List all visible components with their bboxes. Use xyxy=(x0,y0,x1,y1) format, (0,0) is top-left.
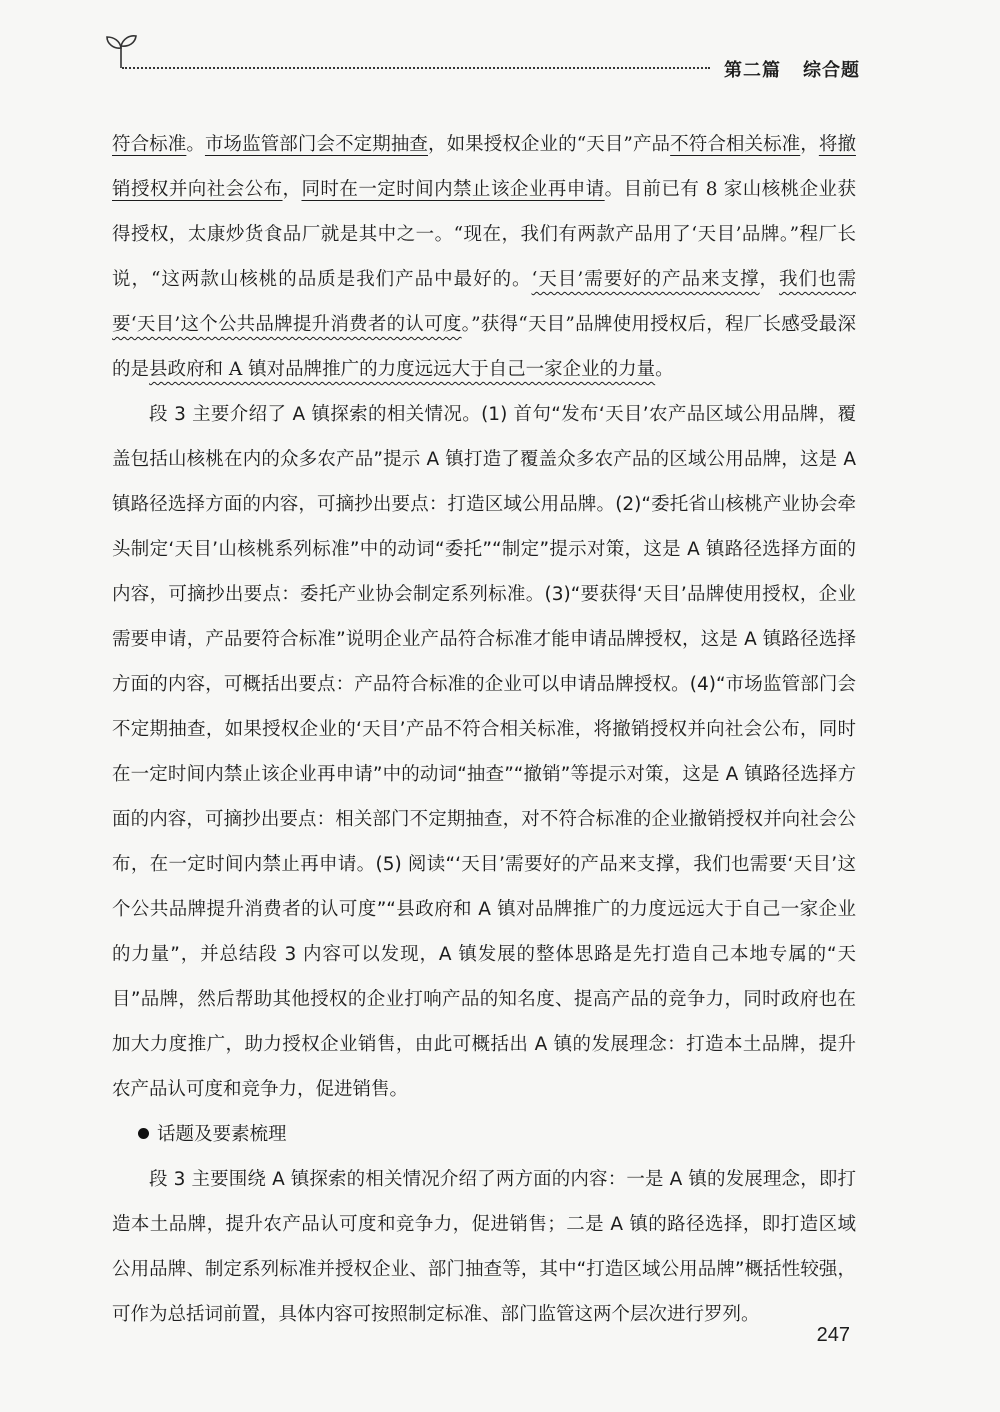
analysis-paragraph: 段 3 主要介绍了 A 镇探索的相关情况。(1) 首句“发布‘天目’农产品区域公用品牌，覆盖包括山核桃在内的众多农产品”提示 A 镇打造了覆盖众多农产品的区域公用品牌，这是 A 镇路径选择方面的内容，可摘抄出要点：打造区域公用品牌。(2)“委托省山核桃产业协会牵头制定‘天目’山核桃系列标准”中的动词“委托”“制定”提示对策，这是 A 镇路径选择方面的内容，可摘抄出要点：委托产业协会制定系列标准。(3)“要获得‘天目’品牌使用授权，企业需要申请，产品要符合标准”说明企业产品符合标准才能申请品牌授权，这是 A 镇路径选择方面的内容，可概括出要点：产品符合标准的企业可以申请品牌授权。(4)“市场监管部门会不定期抽查，如果授权企业的‘天目’产品不符合相关标准，将撤销授权并向社会公布，同时在一定时间内禁止该企业再申请”中的动词“抽查”“撤销”等提示对策，这是 A 镇路径选择方面的内容，可摘抄出要点：相关部门不定期抽查，对不符合标准的企业撤销授权并向社会公布，在一定时间内禁止再申请。(5) 阅读“‘天目’需要好的产品来支撑，我们也需要‘天目’这个公共品牌提升消费者的认可度”“县政府和 A 镇对品牌推广的力度远远大于自己一家企业的力量”，并总结段 3 内容可以发现，A 镇发展的整体思路是先打造自己本地专属的“天目”品牌，然后帮助其他授权的企业打响产品的知名度、提高产品的竞争力，同时政府也在加大力度推广，助力授权企业销售，由此可概括出 A 镇的发展理念：打造本土品牌，提升农产品认可度和竞争力，促进销售。 xyxy=(112,404,856,1100)
underlined-phrase: 将撤销授权并向社会公布 xyxy=(112,134,856,200)
underlined-phrase: 符合标准 xyxy=(112,134,187,155)
bullet-icon xyxy=(138,1128,149,1139)
underlined-phrase: 不符合相关标准 xyxy=(670,134,801,155)
source-paragraph xyxy=(112,122,856,392)
page-number: 247 xyxy=(816,1324,850,1346)
text-span: 。”获得“天目”品牌使用授权后，程厂长感受最深的是 xyxy=(112,314,856,380)
text-span: ， xyxy=(800,134,819,155)
page-content xyxy=(112,122,856,1337)
header-title xyxy=(724,56,860,82)
bullet-heading xyxy=(112,1112,856,1157)
underlined-phrase: 同时在一定时间内禁止该企业再申请 xyxy=(301,179,605,200)
text-span: ，如果授权企业的“天目”产品 xyxy=(428,134,671,155)
underlined-phrase: 市场监管部门会不定期抽查 xyxy=(204,134,428,155)
summary-paragraph: 段 3 主要围绕 A 镇探索的相关情况介绍了两方面的内容：一是 A 镇的发展理念，即打造本土品牌，提升农产品认可度和竞争力，促进销售；二是 A 镇的路径选择，即打造区域公用品牌、制定系列标准并授权企业、部门抽查等，其中“打造区域公用品牌”概括性较强，可作为总括词前置，具体内容可按照制定标准、部门监管这两个层次进行罗列。 xyxy=(112,1169,856,1325)
header-section: 综合题 xyxy=(803,60,860,81)
text-span: ， xyxy=(759,269,780,290)
sprout-icon xyxy=(104,32,138,68)
text-span: 。目前已有 8 家山核桃企业获得授权，太康炒货食品厂就是其中之一。“现在，我们有两款产品用了‘天目’品牌。”程厂长说，“这两款山核桃的品质是我们产品中最好的。 xyxy=(112,179,856,290)
wavy-underlined-phrase: ‘天目’需要好的产品来支撑 xyxy=(531,269,760,290)
wavy-underlined-phrase: 县政府和 A 镇对品牌推广的力度远远大于自己一家企业的力量 xyxy=(149,359,656,380)
text-span: 。 xyxy=(186,134,205,155)
page-header xyxy=(100,30,860,80)
bullet-heading-text: 话题及要素梳理 xyxy=(157,1124,287,1145)
text-span: 。 xyxy=(655,359,674,380)
header-divider xyxy=(122,67,710,69)
wavy-underlined-phrase: 我们也需要‘天目’这个公共品牌提升消费者的认可度 xyxy=(112,269,856,335)
header-part: 第二篇 xyxy=(724,60,781,81)
text-span: ， xyxy=(282,179,302,200)
